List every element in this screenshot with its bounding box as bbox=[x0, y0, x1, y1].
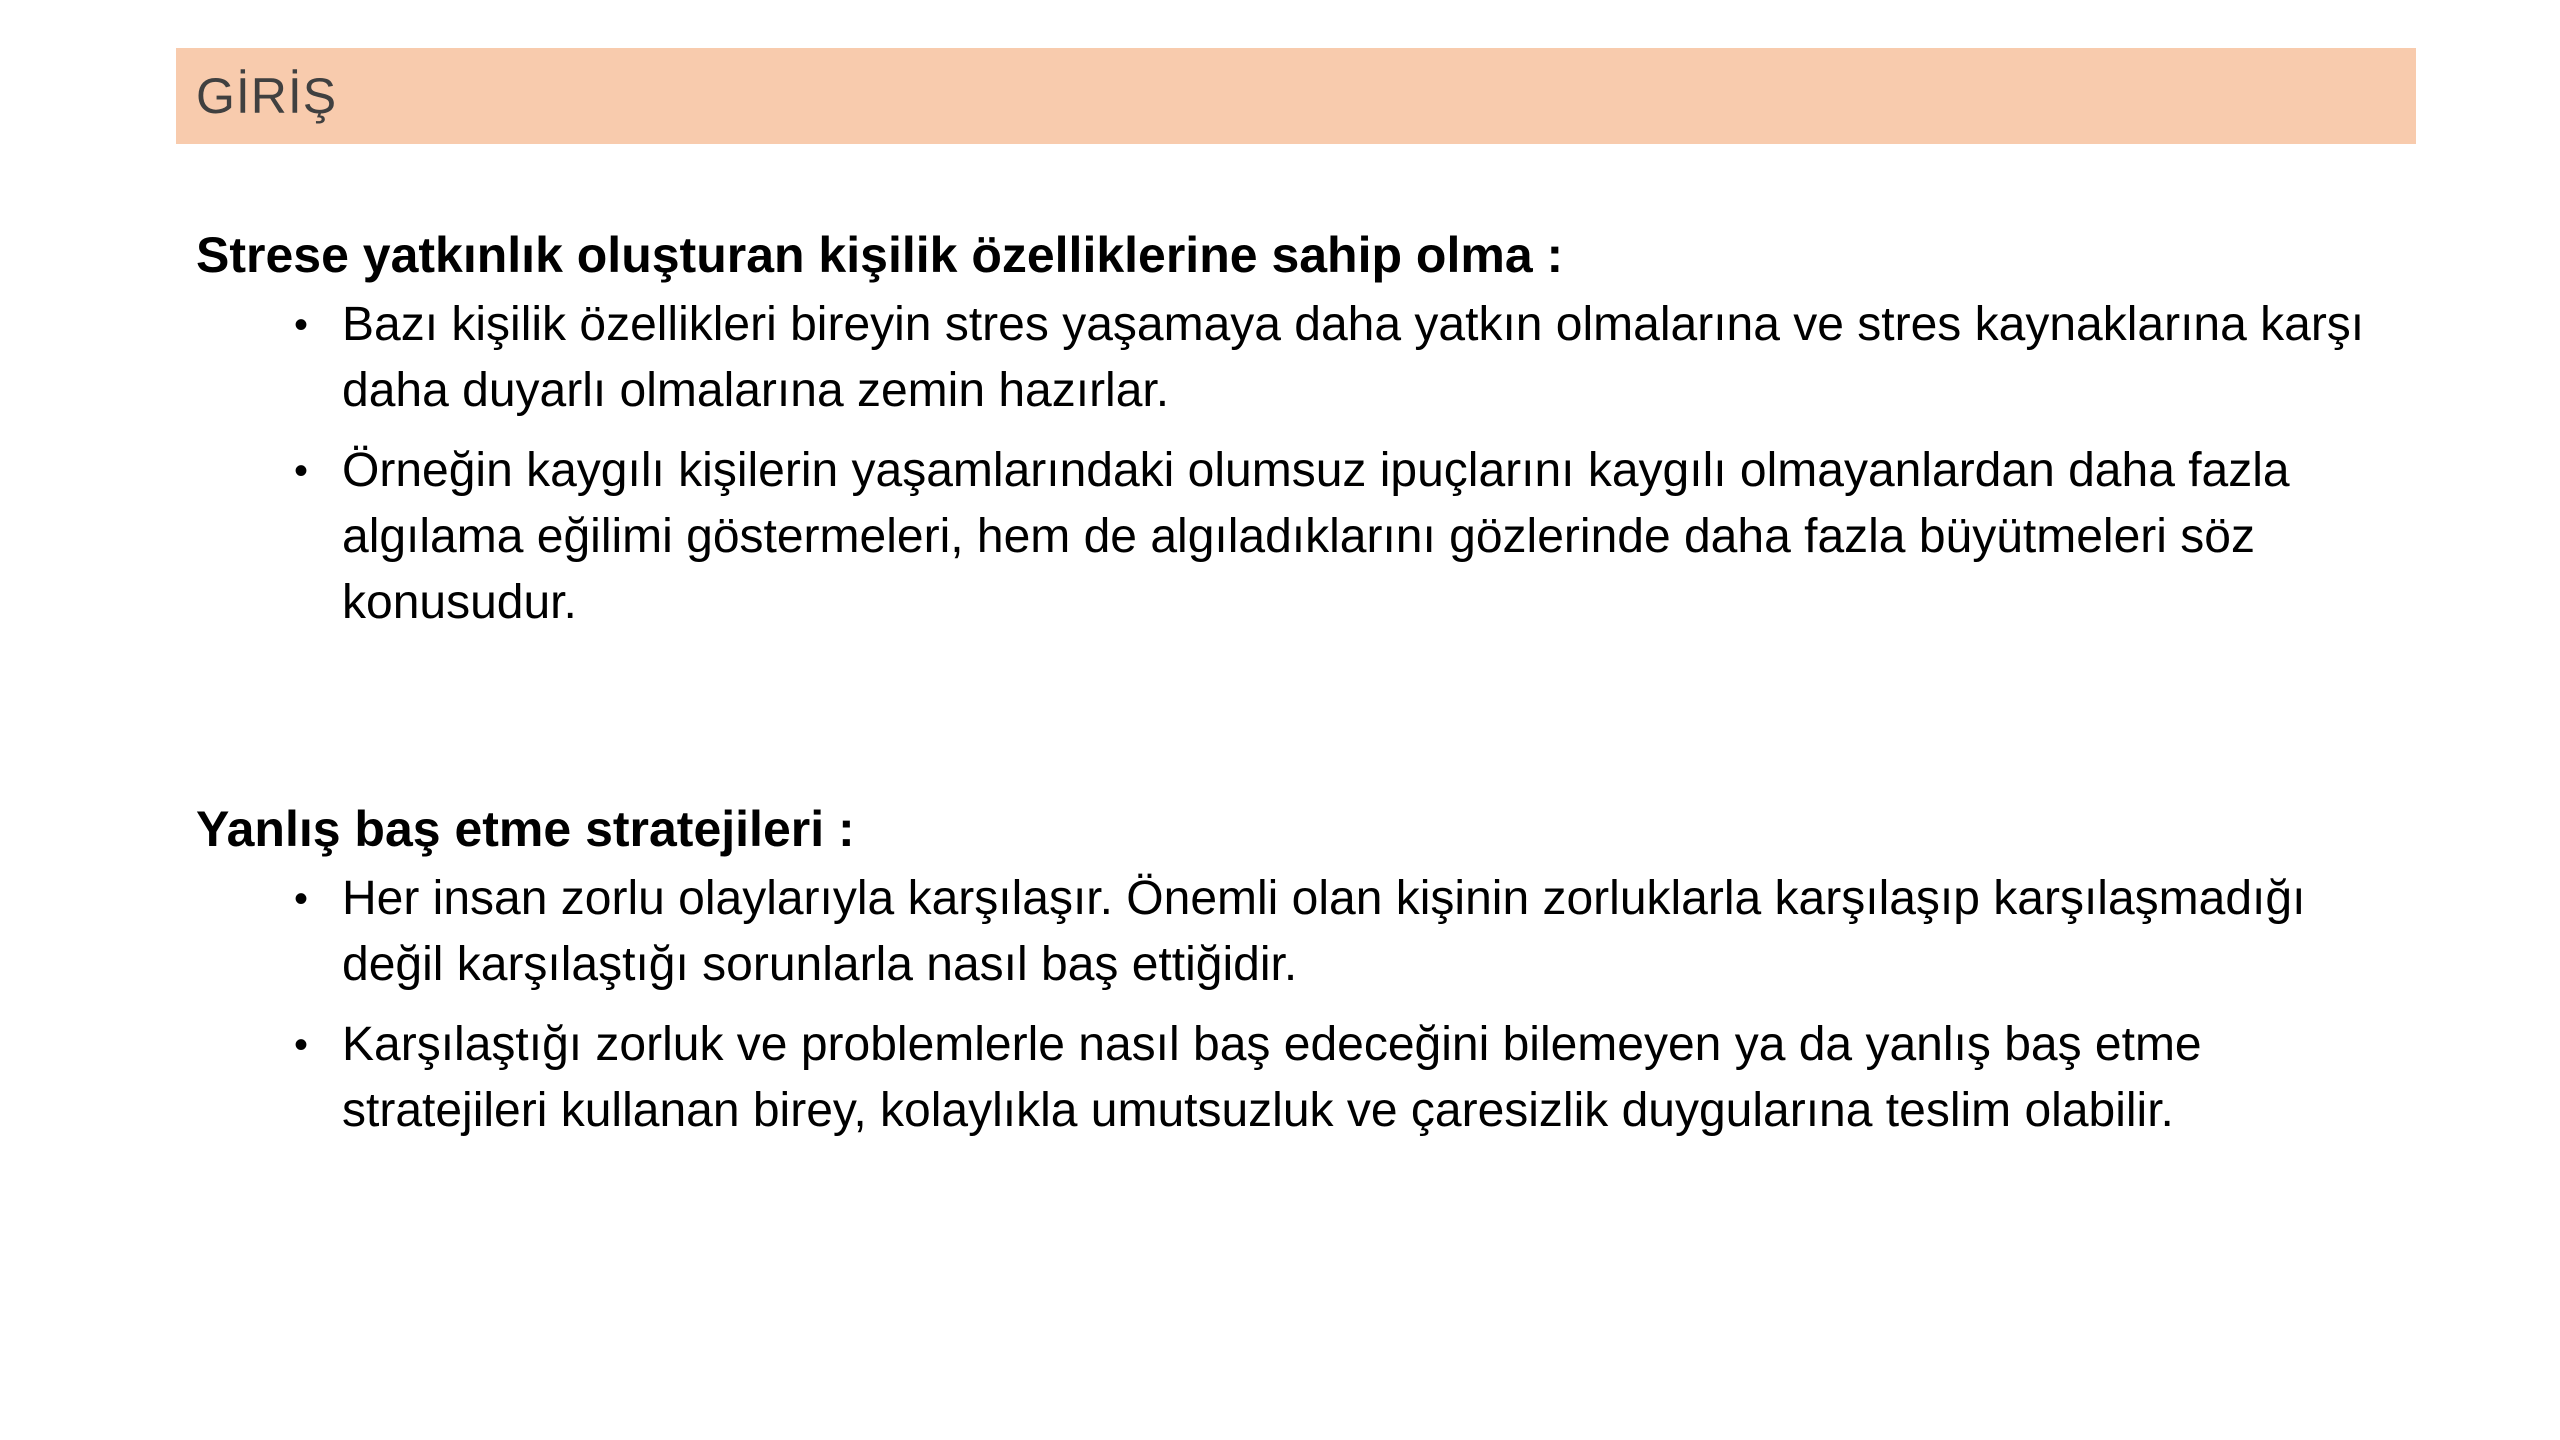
slide-title: GİRİŞ bbox=[196, 68, 338, 124]
bullet-item bbox=[294, 438, 2396, 636]
section-spacer bbox=[196, 650, 2396, 796]
bullet-text: Örneğin kaygılı kişilerin yaşamlarındaki olumsuz ipuçlarını kaygılı olmayanlardan daha fazla algılama eğilimi göstermeleri, hem de algıladıklarını gözlerinde daha fazla büyütmeleri söz konusudur. bbox=[342, 444, 2290, 629]
bullet-list-stress-personality bbox=[196, 292, 2396, 636]
bullet-list-coping-strategies bbox=[196, 866, 2396, 1144]
bullet-text: Bazı kişilik özellikleri bireyin stres yaşamaya daha yatkın olmalarına ve stres kaynaklarına karşı daha duyarlı olmalarına zemin hazırlar. bbox=[342, 298, 2365, 417]
bullet-icon: • bbox=[294, 303, 309, 347]
bullet-item bbox=[294, 866, 2396, 998]
bullet-icon: • bbox=[294, 1023, 309, 1067]
bullet-text: Karşılaştığı zorluk ve problemlerle nasıl baş edeceğini bilemeyen ya da yanlış baş etme stratejileri kullanan birey, kolaylıkla umutsuzluk ve çaresizlik duygularına teslim olabilir. bbox=[342, 1018, 2202, 1137]
bullet-text: Her insan zorlu olaylarıyla karşılaşır. Önemli olan kişinin zorluklarla karşılaşıp karşılaşmadığı değil karşılaştığı sorunlarla nasıl baş ettiğidir. bbox=[342, 872, 2306, 991]
bullet-icon: • bbox=[294, 449, 309, 493]
section-heading-coping-strategies: Yanlış baş etme stratejileri : bbox=[196, 801, 855, 857]
slide-title-bar bbox=[176, 48, 2416, 144]
bullet-icon: • bbox=[294, 877, 309, 921]
section-heading-stress-personality: Strese yatkınlık oluşturan kişilik özelliklerine sahip olma : bbox=[196, 227, 1564, 283]
bullet-item bbox=[294, 1012, 2396, 1144]
bullet-item bbox=[294, 292, 2396, 424]
slide-body bbox=[196, 222, 2396, 1158]
